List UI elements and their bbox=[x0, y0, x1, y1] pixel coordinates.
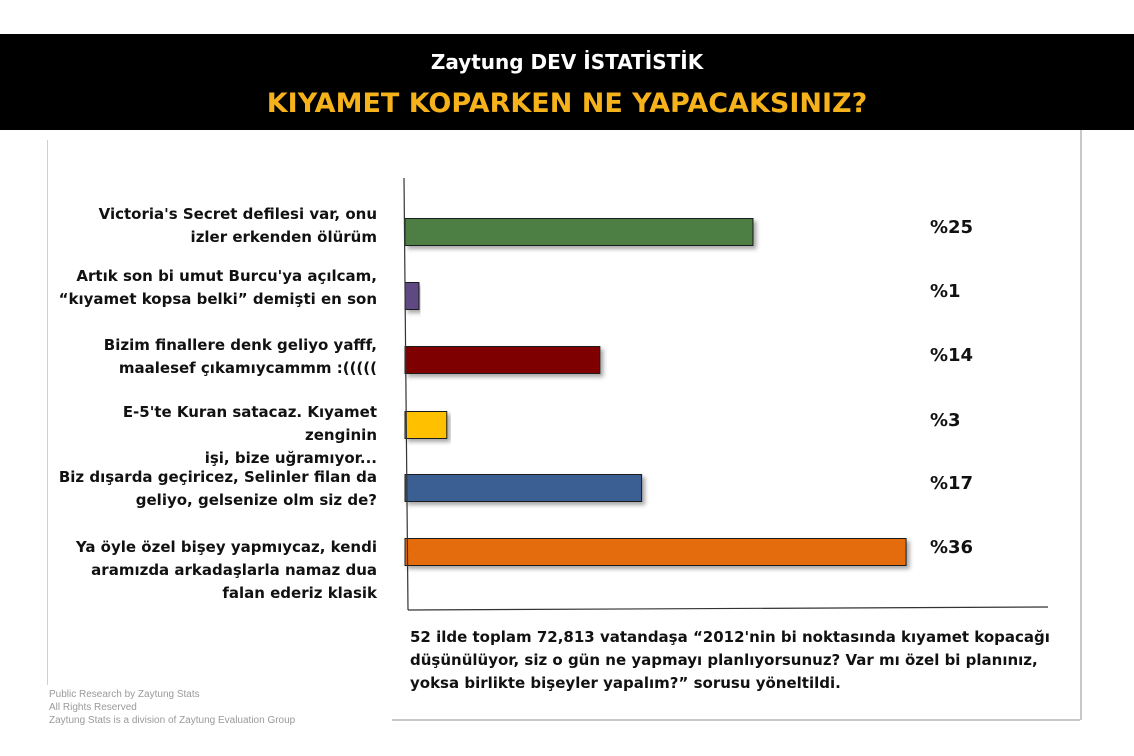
category-label bbox=[47, 203, 377, 249]
value-label: %3 bbox=[930, 410, 961, 431]
header-subtitle: Zaytung DEV İSTATİSTİK bbox=[430, 50, 704, 74]
category-label-line: falan ederiz klasik bbox=[222, 584, 377, 602]
bar-1 bbox=[405, 219, 753, 246]
category-label-line: Artık son bi umut Burcu'ya açılcam, bbox=[76, 267, 377, 285]
category-label-line: aramızda arkadaşlarla namaz dua bbox=[91, 561, 377, 579]
credit-line: All Rights Reserved bbox=[49, 702, 137, 713]
category-label-line: geliyo, gelsenize olm siz de? bbox=[135, 491, 377, 509]
category-label bbox=[47, 536, 377, 605]
header-title: KIYAMET KOPARKEN NE YAPACAKSINIZ? bbox=[266, 88, 868, 119]
category-label-line: Bizim finallere denk geliyo yafff, bbox=[103, 336, 377, 354]
category-label bbox=[47, 401, 377, 470]
x-axis-line bbox=[408, 607, 1048, 610]
bar-6 bbox=[405, 539, 906, 566]
category-label bbox=[47, 334, 377, 380]
category-label-line: maalesef çıkamıycammm :((((( bbox=[118, 359, 377, 377]
category-label-line: izler erkenden ölürüm bbox=[190, 228, 377, 246]
value-label: %36 bbox=[930, 537, 974, 558]
credits bbox=[49, 688, 295, 727]
category-label-line: Ya öyle özel bişey yapmıycaz, kendi bbox=[75, 538, 377, 556]
category-label-line: Victoria's Secret defilesi var, onu bbox=[98, 205, 377, 223]
value-label: %14 bbox=[930, 345, 974, 366]
category-label-line: E-5'te Kuran satacaz. Kıyamet zenginin bbox=[122, 403, 377, 444]
category-label-line: “kıyamet kopsa belki” demişti en son bbox=[58, 290, 377, 308]
bar-2 bbox=[405, 283, 419, 310]
bar-4 bbox=[405, 412, 447, 439]
category-label bbox=[47, 265, 377, 311]
survey-note: 52 ilde toplam 72,813 vatandaşa “2012'nin bi noktasında kıyamet kopacağı düşünülüyor, siz o gün ne yapmayı planlıyorsunuz? Var mı özel bi planınız, yoksa birlikte bişeyler yapalım?” sorusu yöneltildi. bbox=[410, 628, 1050, 692]
value-label: %1 bbox=[930, 281, 961, 302]
value-label: %25 bbox=[930, 217, 974, 238]
credit-line: Zaytung Stats is a division of Zaytung Evaluation Group bbox=[49, 715, 296, 726]
credit-line: Public Research by Zaytung Stats bbox=[49, 689, 200, 700]
bar-5 bbox=[405, 475, 642, 502]
value-label: %17 bbox=[930, 473, 974, 494]
category-label-line: işi, bize uğramıyor... bbox=[204, 449, 377, 467]
category-label bbox=[47, 466, 377, 512]
bar-3 bbox=[405, 347, 600, 374]
category-label-line: Biz dışarda geçiricez, Selinler filan da bbox=[58, 468, 377, 486]
